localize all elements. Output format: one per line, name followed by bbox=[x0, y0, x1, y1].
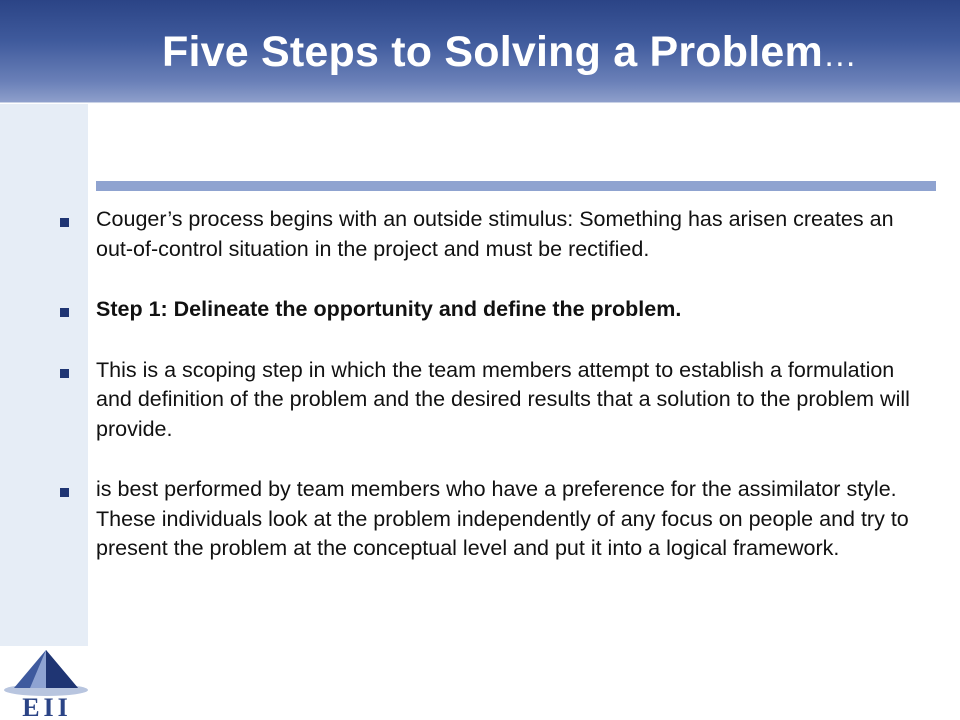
square-bullet-icon bbox=[60, 308, 69, 317]
bullet-list bbox=[60, 205, 920, 564]
square-bullet-icon bbox=[60, 218, 69, 227]
title-bar bbox=[0, 0, 960, 102]
bullet-text: is best performed by team members who have a preference for the assimilator style. These individuals look at the problem independently of any focus on people and try to present the problem at the conceptual level and put it into a logical framework. bbox=[96, 477, 909, 560]
bullet-text: This is a scoping step in which the team members attempt to establish a formulation and definition of the problem and the desired results that a solution to the problem will provide. bbox=[96, 357, 910, 441]
bullet-item bbox=[60, 356, 920, 445]
slide-title-ellipsis: … bbox=[822, 36, 858, 74]
bullet-item bbox=[60, 205, 920, 264]
bullet-text: Step 1: Delineate the opportunity and define the problem. bbox=[96, 297, 682, 321]
slide-title bbox=[162, 28, 857, 77]
bullet-text: Couger’s process begins with an outside stimulus: Something has arisen creates an out-of-control situation in the project and must be rectified. bbox=[96, 207, 894, 261]
logo-text: EII bbox=[22, 693, 72, 720]
bullet-item bbox=[60, 475, 920, 564]
slide-title-text: Five Steps to Solving a Problem bbox=[162, 28, 823, 76]
pyramid-logo-icon bbox=[4, 650, 88, 696]
square-bullet-icon bbox=[60, 369, 69, 378]
bullet-item bbox=[60, 295, 920, 325]
square-bullet-icon bbox=[60, 488, 69, 497]
title-divider-rule bbox=[96, 181, 936, 191]
eii-logo bbox=[0, 646, 96, 720]
